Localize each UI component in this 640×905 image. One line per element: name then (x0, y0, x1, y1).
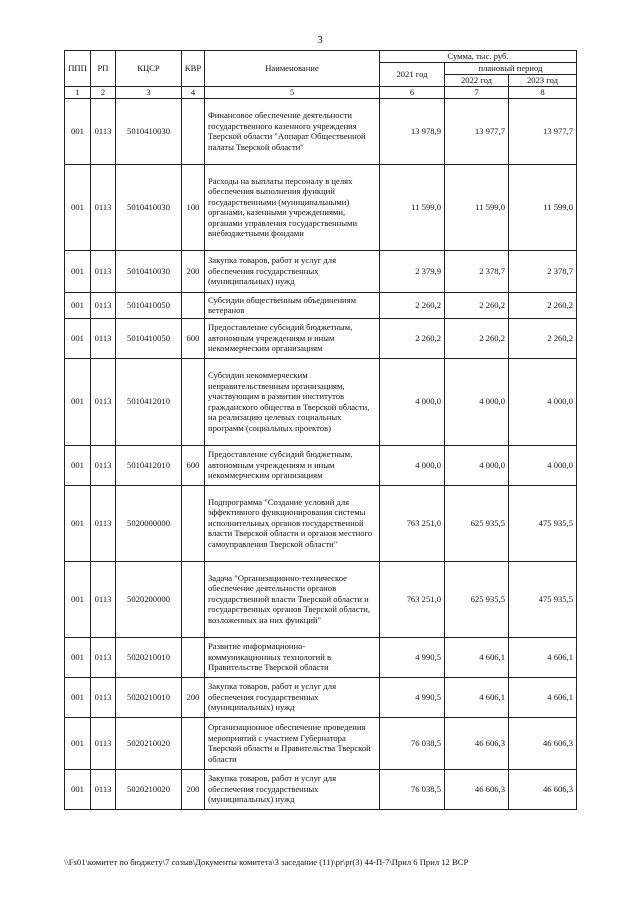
cell-2021: 4 000,0 (380, 358, 445, 445)
table-row (65, 292, 577, 318)
cell-name: Развитие информационно-коммуникационных технологий в Правительстве Тверской области (205, 637, 380, 677)
cell-ppp: 001 (65, 318, 91, 358)
cell-ppp: 001 (65, 164, 91, 250)
table-row (65, 318, 577, 358)
col-number: 7 (445, 86, 509, 98)
cell-name: Расходы на выплаты персоналу в целях обеспечения выполнения функций государственными (муниципальными) органами, казенными учреждениями, органами управления государственными внебюджетными фондами (205, 164, 380, 250)
cell-2022: 13 977,7 (445, 98, 509, 164)
cell-ppp: 001 (65, 250, 91, 292)
cell-kcsr: 5020210020 (116, 717, 182, 769)
cell-name: Предоставление субсидий бюджетным, автономным учреждениям и иным некоммерческим организациям (205, 445, 380, 485)
cell-rp: 0113 (91, 358, 116, 445)
cell-2021: 76 038,5 (380, 769, 445, 809)
header-kcsr: КЦСР (116, 51, 182, 87)
cell-ppp: 001 (65, 445, 91, 485)
cell-2023: 475 935,5 (509, 485, 577, 561)
file-path-footer: \\Fs01\комитет по бюджету\7 созыв\Документы комитета\3 заседание (11)\pr\pr(3) 44-П-7\Прил 6 Прил 12 ВСР (64, 857, 469, 867)
cell-2022: 2 378,7 (445, 250, 509, 292)
cell-2023: 2 378,7 (509, 250, 577, 292)
cell-name: Субсидии общественным объединениям ветеранов (205, 292, 380, 318)
cell-2022: 625 935,5 (445, 561, 509, 637)
cell-2023: 2 260,2 (509, 292, 577, 318)
cell-kcsr: 5020200000 (116, 561, 182, 637)
cell-2022: 4 000,0 (445, 358, 509, 445)
cell-kcsr: 5020210020 (116, 769, 182, 809)
header-year-2023: 2023 год (509, 75, 577, 87)
cell-rp: 0113 (91, 318, 116, 358)
cell-kcsr: 5020210010 (116, 677, 182, 717)
cell-name: Организационное обеспечение проведения мероприятий с участием Губернатора Тверской области и Правительства Тверской области (205, 717, 380, 769)
cell-kvr: 200 (182, 677, 205, 717)
cell-2023: 4 606,1 (509, 677, 577, 717)
table-row (65, 677, 577, 717)
cell-rp: 0113 (91, 98, 116, 164)
table-row (65, 769, 577, 809)
cell-kvr (182, 358, 205, 445)
cell-2021: 4 990,5 (380, 677, 445, 717)
cell-kcsr: 5020000000 (116, 485, 182, 561)
table-row (65, 164, 577, 250)
cell-2023: 4 000,0 (509, 358, 577, 445)
cell-rp: 0113 (91, 445, 116, 485)
cell-rp: 0113 (91, 292, 116, 318)
table-row (65, 561, 577, 637)
cell-2022: 625 935,5 (445, 485, 509, 561)
cell-2022: 2 260,2 (445, 292, 509, 318)
cell-2022: 4 606,1 (445, 677, 509, 717)
header-kvr: КВР (182, 51, 205, 87)
cell-name: Субсидии некоммерческим неправительственным организациям, участвующим в развитии институтов гражданского общества в Тверской области, на реализацию целевых социальных программ (социальных проектов) (205, 358, 380, 445)
cell-rp: 0113 (91, 485, 116, 561)
header-sum: Сумма, тыс. руб. (380, 51, 577, 63)
cell-2021: 763 251,0 (380, 485, 445, 561)
cell-name: Задача "Организационно-техническое обеспечение деятельности органов государственной власти Тверской области и государственных органов Тверской области, возложенных на них функций" (205, 561, 380, 637)
cell-2023: 4 000,0 (509, 445, 577, 485)
cell-2021: 13 978,9 (380, 98, 445, 164)
cell-rp: 0113 (91, 164, 116, 250)
cell-kvr: 600 (182, 318, 205, 358)
cell-rp: 0113 (91, 250, 116, 292)
cell-2021: 763 251,0 (380, 561, 445, 637)
col-number: 3 (116, 86, 182, 98)
cell-kvr (182, 717, 205, 769)
cell-kcsr: 5010410050 (116, 292, 182, 318)
column-numbers-row (65, 86, 577, 98)
cell-ppp: 001 (65, 769, 91, 809)
cell-kvr: 600 (182, 445, 205, 485)
cell-rp: 0113 (91, 677, 116, 717)
cell-2022: 2 260,2 (445, 318, 509, 358)
header-year-2022: 2022 год (445, 75, 509, 87)
cell-name: Финансовое обеспечение деятельности государственного казенного учреждения Тверской области "Аппарат Общественной палаты Тверской области" (205, 98, 380, 164)
cell-2023: 46 606,3 (509, 717, 577, 769)
cell-2023: 11 599,0 (509, 164, 577, 250)
cell-ppp: 001 (65, 717, 91, 769)
col-number: 1 (65, 86, 91, 98)
cell-name: Подпрограмма "Создание условий для эффективного функционирования системы исполнительных органов государственной власти Тверской области и органов местного самоуправления Тверской области" (205, 485, 380, 561)
cell-rp: 0113 (91, 561, 116, 637)
cell-2021: 11 599,0 (380, 164, 445, 250)
cell-name: Закупка товаров, работ и услуг для обеспечения государственных (муниципальных) нужд (205, 677, 380, 717)
cell-2022: 4 000,0 (445, 445, 509, 485)
cell-kvr (182, 485, 205, 561)
header-plan-period: плановый период (445, 63, 577, 75)
cell-2022: 11 599,0 (445, 164, 509, 250)
cell-kvr (182, 98, 205, 164)
cell-2023: 2 260,2 (509, 318, 577, 358)
cell-2022: 46 606,3 (445, 769, 509, 809)
cell-name: Предоставление субсидий бюджетным, автономным учреждениям и иным некоммерческим организациям (205, 318, 380, 358)
cell-kcsr: 5010410030 (116, 164, 182, 250)
cell-rp: 0113 (91, 769, 116, 809)
cell-rp: 0113 (91, 637, 116, 677)
cell-2023: 13 977,7 (509, 98, 577, 164)
table-row (65, 445, 577, 485)
cell-kcsr: 5010410050 (116, 318, 182, 358)
header-ppp: ППП (65, 51, 91, 87)
col-number: 4 (182, 86, 205, 98)
cell-2022: 4 606,1 (445, 637, 509, 677)
cell-2021: 2 260,2 (380, 318, 445, 358)
header-name: Наименование (205, 51, 380, 87)
col-number: 6 (380, 86, 445, 98)
cell-kvr (182, 637, 205, 677)
cell-2021: 2 379,9 (380, 250, 445, 292)
cell-ppp: 001 (65, 485, 91, 561)
page-number: 3 (317, 34, 323, 46)
table-row (65, 637, 577, 677)
cell-kvr (182, 561, 205, 637)
cell-kvr: 100 (182, 164, 205, 250)
col-number: 5 (205, 86, 380, 98)
cell-ppp: 001 (65, 292, 91, 318)
table-row (65, 98, 577, 164)
cell-ppp: 001 (65, 98, 91, 164)
cell-2023: 475 935,5 (509, 561, 577, 637)
table-row (65, 358, 577, 445)
cell-2021: 4 990,5 (380, 637, 445, 677)
cell-2023: 4 606,1 (509, 637, 577, 677)
cell-2023: 46 606,3 (509, 769, 577, 809)
cell-ppp: 001 (65, 358, 91, 445)
cell-kvr (182, 292, 205, 318)
cell-kcsr: 5010410030 (116, 98, 182, 164)
header-rp: РП (91, 51, 116, 87)
cell-name: Закупка товаров, работ и услуг для обеспечения государственных (муниципальных) нужд (205, 250, 380, 292)
cell-rp: 0113 (91, 717, 116, 769)
cell-kcsr: 5010410030 (116, 250, 182, 292)
budget-table (64, 50, 577, 810)
table-row (65, 250, 577, 292)
cell-ppp: 001 (65, 561, 91, 637)
cell-2022: 46 606,3 (445, 717, 509, 769)
header-year-2021: 2021 год (380, 63, 445, 87)
col-number: 2 (91, 86, 116, 98)
cell-kcsr: 5010412010 (116, 358, 182, 445)
cell-2021: 76 038,5 (380, 717, 445, 769)
cell-kvr: 200 (182, 769, 205, 809)
cell-kvr: 200 (182, 250, 205, 292)
cell-2021: 2 260,2 (380, 292, 445, 318)
table-row (65, 717, 577, 769)
cell-ppp: 001 (65, 637, 91, 677)
cell-2021: 4 000,0 (380, 445, 445, 485)
cell-ppp: 001 (65, 677, 91, 717)
cell-kcsr: 5020210010 (116, 637, 182, 677)
table-row (65, 485, 577, 561)
col-number: 8 (509, 86, 577, 98)
cell-kcsr: 5010412010 (116, 445, 182, 485)
cell-name: Закупка товаров, работ и услуг для обеспечения государственных (муниципальных) нужд (205, 769, 380, 809)
